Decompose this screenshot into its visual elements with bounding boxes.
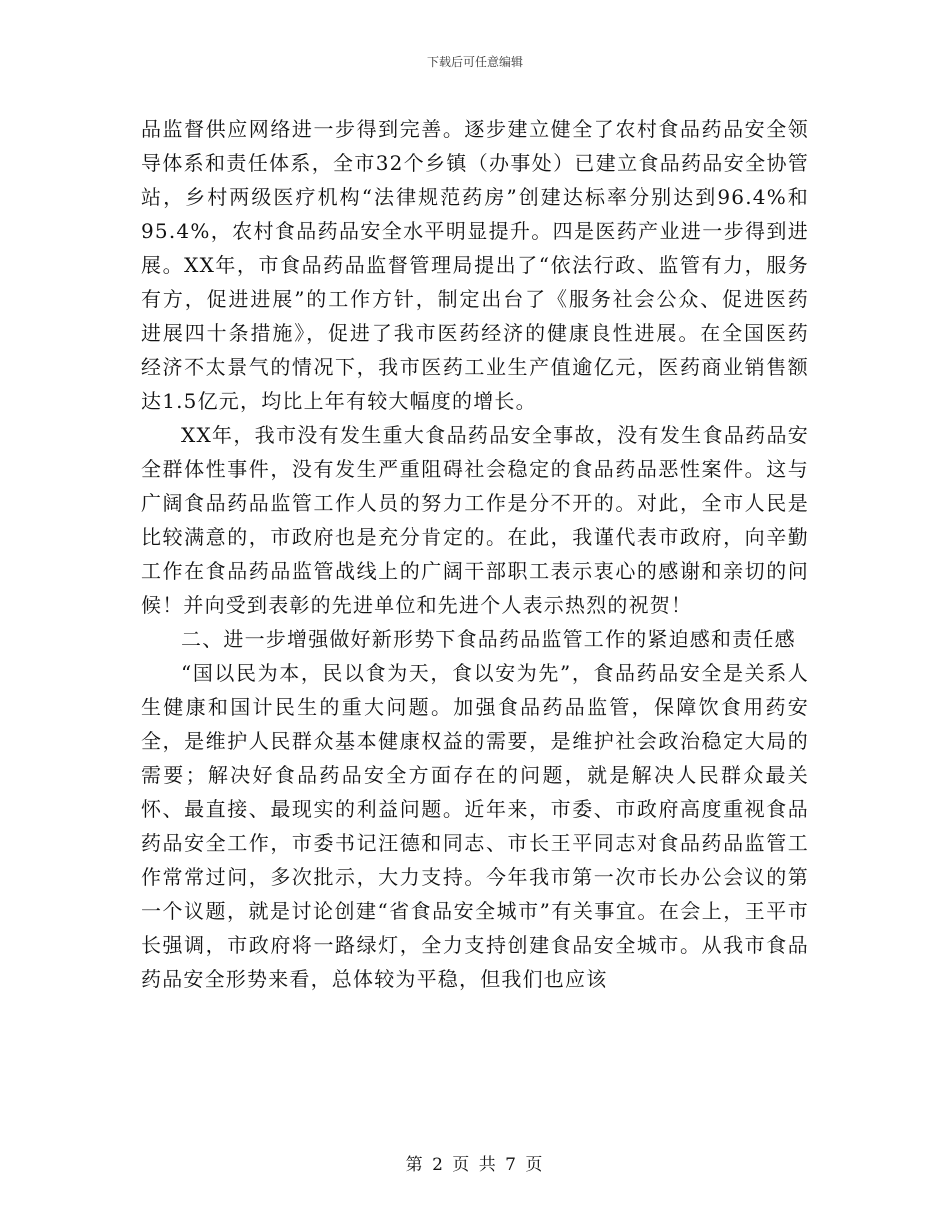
page-header-note: 下载后可任意编辑 — [426, 55, 523, 69]
page-number-footer: 第 2 页 共 7 页 — [405, 1155, 545, 1175]
section-heading: 二、进一步增强做好新形势下食品药品监管工作的紧迫感和责任感 — [181, 627, 796, 651]
paragraph-continuation: 品监督供应网络进一步得到完善。逐步建立健全了农村食品药品安全领导体系和责任体系，全市32个乡镇（办事处）已建立食品药品安全协管站，乡村两级医疗机构“法律规范药房”创建达标率分别达到96.4%和95.4%，农村食品药品安全水平明显提升。四是医药产业进一步得到进展。XX年，市食品药品监督管理局提出了“依法行政、监管有力，服务有方，促进进展”的工作方针，制定出台了《服务社会公众、促进医药进展四十条措施》，促进了我市医药经济的健康良性进展。在全国医药经济不太景气的情况下，我市医药工业生产值逾亿元，医药商业销售额达1.5亿元，均比上年有较大幅度的增长。 — [141, 117, 809, 413]
paragraph-summary: XX年，我市没有发生重大食品药品安全事故，没有发生食品药品安全群体性事件，没有发生严重阻碍社会稳定的食品药品恶性案件。这与广阔食品药品监管工作人员的努力工作是分不开的。对此，全市人民是比较满意的，市政府也是充分肯定的。在此，我谨代表市政府，向辛勤工作在食品药品监管战线上的广阔干部职工表示衷心的感谢和亲切的问候！并向受到表彰的先进单位和先进个人表示热烈的祝贺！ — [141, 423, 809, 617]
paragraph-food-safety: “国以民为本，民以食为天，食以安为先”，食品药品安全是关系人生健康和国计民生的重大问题。加强食品药品监管，保障饮食用药安全，是维护人民群众基本健康权益的需要，是维护社会政治稳定大局的需要；解决好食品药品安全方面存在的问题，就是解决人民群众最关怀、最直接、最现实的利益问题。近年来，市委、市政府高度重视食品药品安全工作，市委书记汪德和同志、市长王平同志对食品药品监管工作常常过问，多次批示，大力支持。今年我市第一次市长办公会议的第一个议题，就是讨论创建“省食品安全城市”有关事宜。在会上，王平市长强调，市政府将一路绿灯，全力支持创建食品安全城市。从我市食品药品安全形势来看，总体较为平稳，但我们也应该 — [141, 661, 809, 991]
document-body — [141, 112, 809, 996]
